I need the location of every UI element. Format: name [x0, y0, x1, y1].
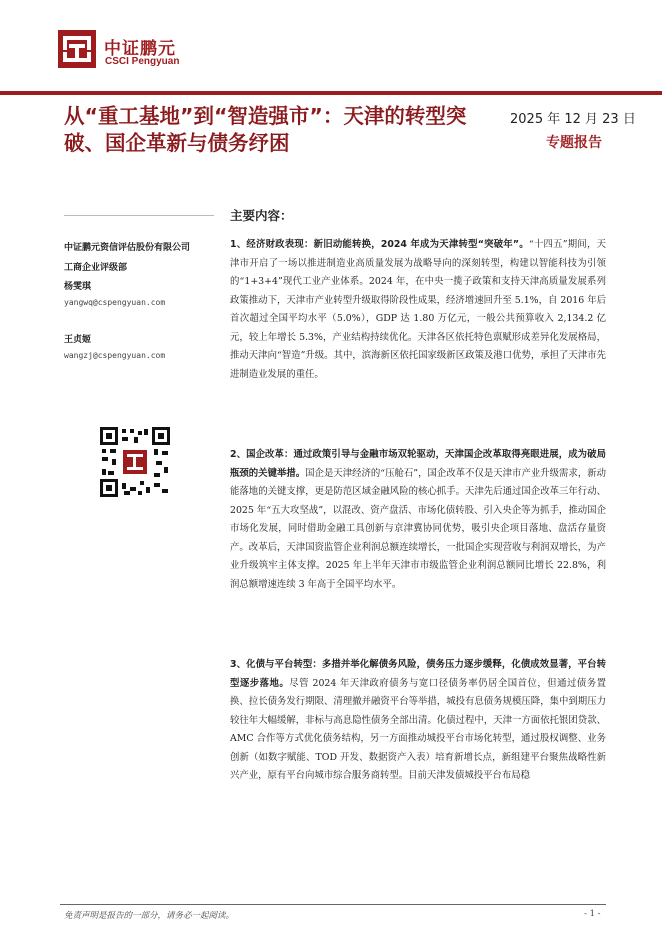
- qr-code-icon: [100, 427, 170, 497]
- point-2-body: 国企是天津经济的“压舱石”，国企改革不仅是天津市产业升级需求，新动能落地的关键支撑，更是防范区域金融风险的核心抓手。天津先后通过国企改革三年行动、2025 年“五大攻坚战”，以混改、资产盘活、市场化债转股、引入央企等为抓手，推动国企市场化发展，同时借助金融工具创新与京津冀协同优势，吸引央企项目落地、盘活存量资产。改革后，天津国资监管企业利润总额连续增长，一批国企实现营收与利润双增长，为产业升级筑牢主体支撑。2025 年上半年天津市市级监管企业利润总额同比增长 22.8%，利润总额增速连续 3 年高于全国平均水平。: [230, 467, 606, 590]
- brand-name-en: CSCI Pengyuan: [105, 56, 180, 67]
- section-heading: 主要内容：: [230, 208, 293, 223]
- page-number: - 1 -: [584, 909, 601, 919]
- analyst-1-name: [64, 281, 91, 293]
- report-title: 从“重工基地”到“智造强市”：天津的转型突破、国企革新与债务纾困: [64, 104, 467, 155]
- header-divider: [0, 91, 662, 95]
- point-3-body: 尽管 2024 年天津政府债务与宽口径债务率仍居全国首位，但通过债务置换、拉长债务发行期限、清理撤并融资平台等举措，城投有息债务规模压降，集中到期压力较往年大幅缓解，非标与高息隐性债务全部出清。化债过程中，天津一方面依托银团贷款、AMC 合作等方式优化债务结构，另一方面推动城投平台市场化转型，通过股权调整、业务创新（如数字赋能、TOD 开发、数据资产入表）培育新增长点，新组建平台聚焦战略性新兴产业，原有平台向城市综合服务商转型。目前天津发债城投平台布局稳: [230, 677, 606, 781]
- footer-divider: [60, 904, 606, 905]
- report-date: 2025 年 12 月 23 日: [510, 112, 636, 127]
- analyst-2-name: [64, 334, 91, 346]
- point-2-lead: 2、国企改革：通过政策引导与金融市场双轮驱动，天津国企改革取得亮眼进展，成为破局瓶颈的关键举措。: [230, 449, 606, 479]
- sidebar-divider: [64, 215, 214, 216]
- dept-name: 工商企业评级部: [64, 263, 128, 273]
- report-type: 专题报告: [546, 135, 602, 151]
- disclaimer-text: 免责声明是报告的一部分，请务必一起阅读。: [64, 911, 235, 921]
- analyst-name: 王贞姬: [64, 335, 92, 345]
- org-name: 中证鹏元资信评估股份有限公司: [64, 243, 191, 253]
- point-2: [230, 446, 606, 594]
- analyst-name: 杨雯琪: [64, 282, 92, 292]
- sidebar-org: [64, 242, 190, 254]
- csci-logo-icon: [58, 30, 96, 68]
- point-1-body: “十四五”期间，天津市开启了一场以推进制造业高质量发展为战略导向的深刻转型，构建以智能科技为引领的“1+3+4”现代工业产业体系。2024 年，在中央一揽子政策和支持天津高质量发展系列政策推动下，天津市产业转型升级取得阶段性成果，经济增速回升至 5.1%，自 2016 年后首次超过全国平均水平（5.0%），GDP 达 1.80 万亿元，一般公共预算收入 2,134.2 亿元，较上年增长 5.3%，产业结构持续优化。天津各区依托特色禀赋形成差异化发展格局，推动天津向“智造”升级。其中，滨海新区依托国家级新区政策及港口优势，承担了天津市先进制造业发展的重任。: [230, 239, 606, 380]
- analyst-2-email[interactable]: wangzj@cspengyuan.com: [64, 351, 166, 360]
- analyst-1-email[interactable]: yangwq@cspengyuan.com: [64, 298, 166, 307]
- brand-name-cn: 中证鹏元: [104, 39, 176, 59]
- point-3: [230, 656, 606, 786]
- sidebar-dept: [64, 262, 127, 274]
- point-1: [230, 236, 606, 384]
- point-1-lead: 1、经济财政表现：新旧动能转换，2024 年成为天津转型“突破年”。: [230, 239, 529, 250]
- point-3-lead: 3、化债与平台转型：多措并举化解债务风险，债务压力逐步缓释，化债成效显著，平台转型逐步落地。: [230, 659, 606, 689]
